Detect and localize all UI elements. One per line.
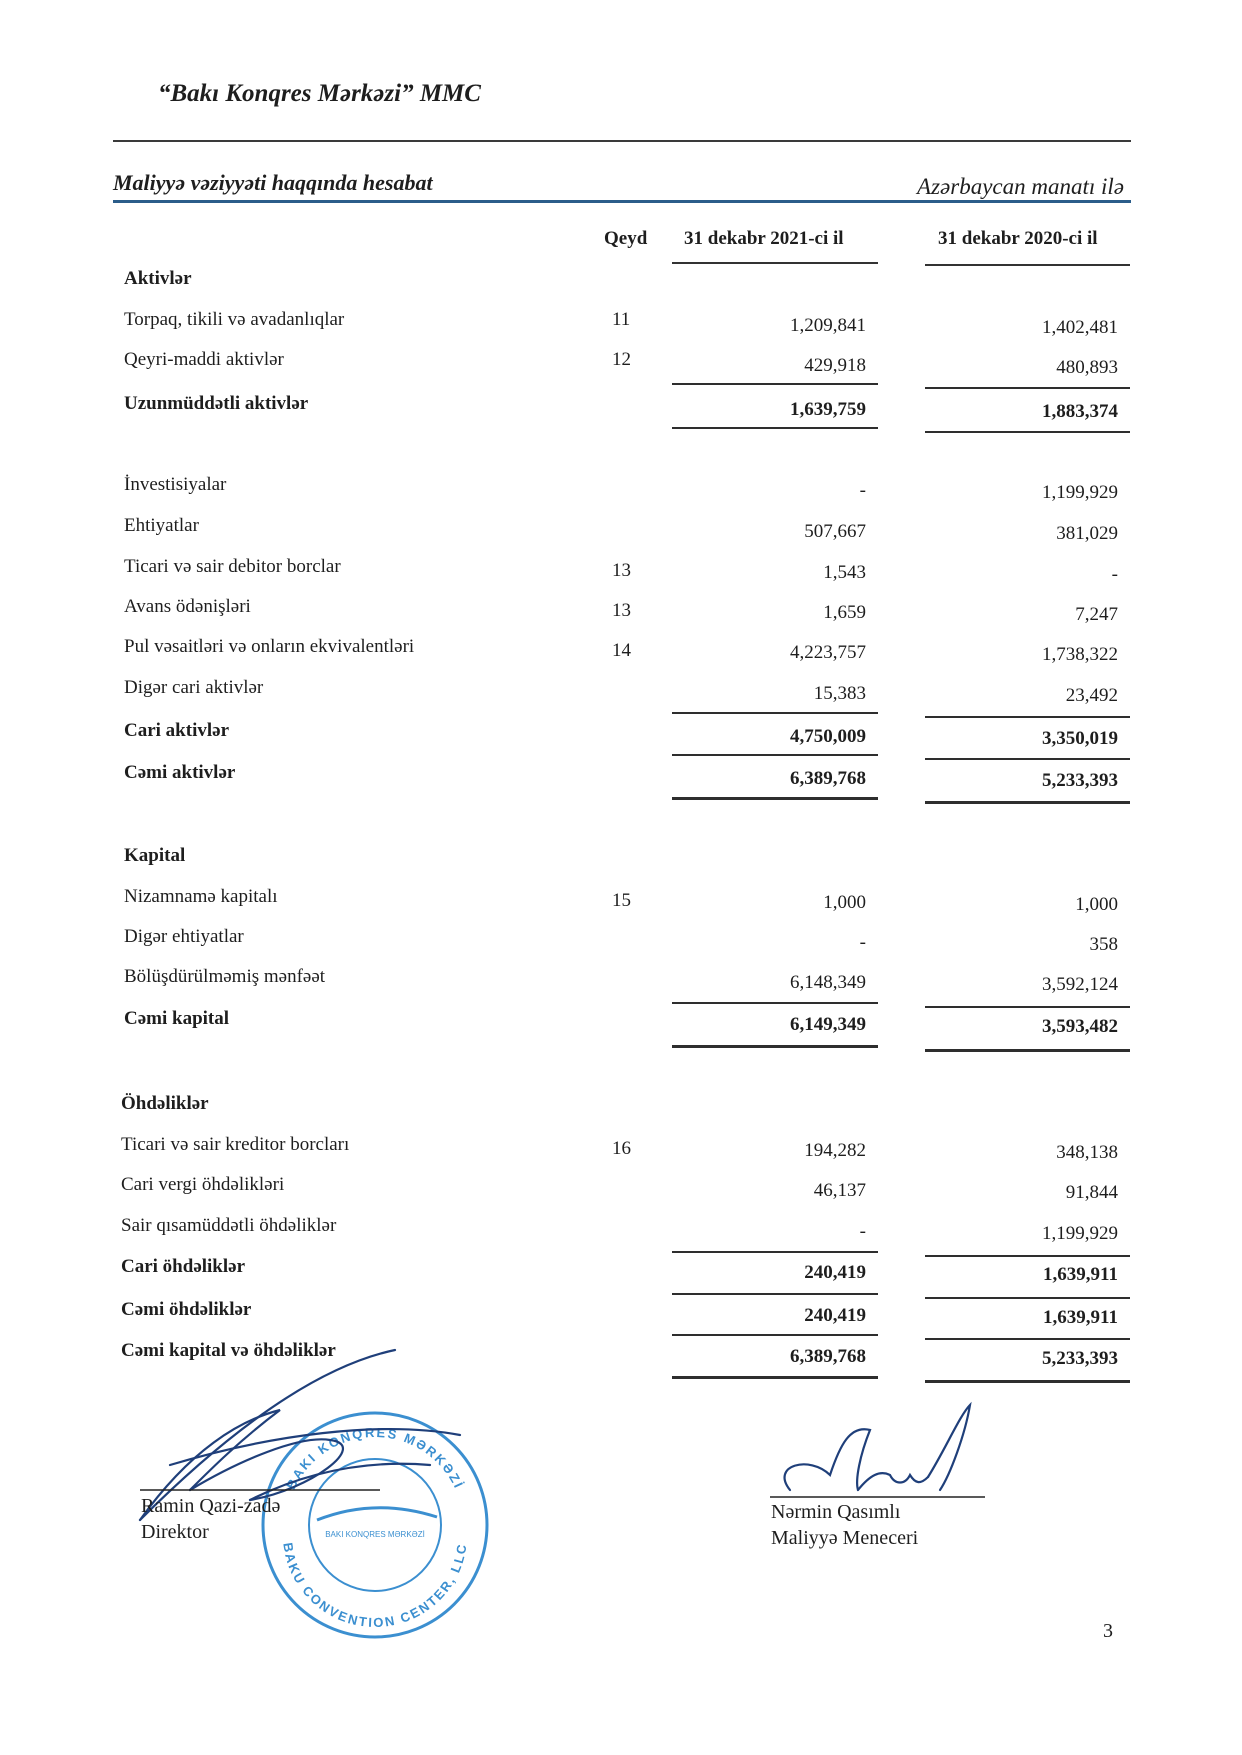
row-note: 16 xyxy=(612,1138,631,1159)
subtotal-rule xyxy=(672,383,878,385)
row-label: Cəmi kapital və öhdəliklər xyxy=(121,1340,336,1361)
table-row xyxy=(0,1215,1242,1245)
row-value-2020: 1,639,911 xyxy=(1043,1307,1118,1328)
row-label: Nizamnamə kapitalı xyxy=(124,886,278,907)
row-label: Aktivlər xyxy=(124,268,192,289)
row-value-2021: 46,137 xyxy=(813,1180,866,1201)
row-value-2020: 3,593,482 xyxy=(1042,1016,1118,1037)
total-rule xyxy=(925,1049,1130,1052)
row-note: 11 xyxy=(612,309,631,330)
row-value-2020: 3,350,019 xyxy=(1042,728,1118,749)
row-value-2020: 5,233,393 xyxy=(1042,770,1118,791)
row-label: Qeyri-maddi aktivlər xyxy=(124,349,284,370)
row-note: 12 xyxy=(612,349,631,370)
table-row-subtotal xyxy=(0,1256,1242,1286)
row-label: Ticari və sair kreditor borcları xyxy=(121,1134,350,1155)
currency-label: Azərbaycan manatı ilə xyxy=(917,174,1124,199)
row-label: Cari vergi öhdəlikləri xyxy=(121,1174,285,1195)
table-row xyxy=(0,636,1242,666)
row-label: Uzunmüddətli aktivlər xyxy=(124,393,309,414)
total-rule xyxy=(925,801,1130,804)
column-header-2020: 31 dekabr 2020-ci il xyxy=(938,228,1098,249)
row-value-2020: 1,199,929 xyxy=(1042,1223,1118,1244)
row-note: 14 xyxy=(612,640,631,661)
column-header-2021: 31 dekabr 2021-ci il xyxy=(684,228,844,249)
column-header-2021-rule xyxy=(672,262,878,264)
subtotal-rule xyxy=(925,431,1130,433)
column-header-note: Qeyd xyxy=(604,228,648,249)
row-note: 13 xyxy=(612,560,631,581)
title-rule xyxy=(113,200,1131,203)
subtotal-rule xyxy=(925,758,1130,760)
row-label: Cari aktivlər xyxy=(124,720,230,741)
table-row xyxy=(0,1134,1242,1164)
stamp-text-bottom: BAKU CONVENTION CENTER, LLC xyxy=(280,1541,470,1631)
row-label: Torpaq, tikili və avadanlıqlar xyxy=(124,309,345,330)
row-label: Sair qısamüddətli öhdəliklər xyxy=(121,1215,337,1236)
table-row-subtotal xyxy=(0,1299,1242,1329)
row-label: Öhdəliklər xyxy=(121,1093,209,1114)
subtotal-rule xyxy=(672,754,878,756)
row-value-2021: 194,282 xyxy=(804,1140,866,1161)
row-value-2021: 6,389,768 xyxy=(790,1346,866,1367)
row-value-2020: 3,592,124 xyxy=(1042,974,1118,995)
subtotal-rule xyxy=(672,1002,878,1004)
total-rule xyxy=(672,797,878,800)
row-value-2021: 507,667 xyxy=(804,521,866,542)
finance-manager-signature xyxy=(770,1395,1000,1505)
finance-manager-title: Maliyyə Meneceri xyxy=(771,1527,919,1549)
row-label: Cəmi aktivlər xyxy=(124,762,236,783)
row-label: Digər ehtiyatlar xyxy=(124,926,244,947)
table-row xyxy=(0,677,1242,707)
row-value-2020: 23,492 xyxy=(1065,685,1118,706)
subtotal-rule xyxy=(672,1334,878,1336)
company-name: “Bakı Konqres Mərkəzi” MMC xyxy=(158,80,481,107)
row-value-2021: 1,000 xyxy=(823,892,866,913)
subtotal-rule xyxy=(925,716,1130,718)
table-row xyxy=(0,1174,1242,1204)
table-row xyxy=(0,886,1242,916)
row-value-2021: 240,419 xyxy=(804,1262,866,1283)
row-label: Cəmi kapital xyxy=(124,1008,230,1029)
row-value-2020: 1,000 xyxy=(1075,894,1118,915)
row-label: Avans ödənişləri xyxy=(124,596,251,617)
row-label: Digər cari aktivlər xyxy=(124,677,264,698)
column-header-2020-rule xyxy=(925,264,1130,266)
row-value-2020: 91,844 xyxy=(1065,1182,1118,1203)
subtotal-rule xyxy=(672,1293,878,1295)
row-value-2020: 358 xyxy=(1089,934,1118,955)
row-value-2020: - xyxy=(1111,564,1118,585)
row-label: Cəmi öhdəliklər xyxy=(121,1299,252,1320)
row-label: Kapital xyxy=(124,845,186,866)
row-label: İnvestisiyalar xyxy=(124,474,227,495)
table-row xyxy=(0,926,1242,956)
row-value-2020: 480,893 xyxy=(1056,357,1118,378)
row-label: Ehtiyatlar xyxy=(124,515,199,536)
header-rule xyxy=(113,140,1131,142)
row-value-2020: 1,199,929 xyxy=(1042,482,1118,503)
row-value-2021: 4,223,757 xyxy=(790,642,866,663)
row-value-2021: 1,209,841 xyxy=(790,315,866,336)
director-name: Ramin Qazi-zadə xyxy=(141,1495,281,1517)
subtotal-rule xyxy=(672,712,878,714)
row-value-2020: 348,138 xyxy=(1056,1142,1118,1163)
row-label: Pul vəsaitləri və onların ekvivalentləri xyxy=(124,636,415,657)
table-row xyxy=(0,309,1242,339)
row-value-2021: 4,750,009 xyxy=(790,726,866,747)
row-value-2021: 6,149,349 xyxy=(790,1014,866,1035)
row-value-2021: - xyxy=(859,932,866,953)
report-title: Maliyyə vəziyyəti haqqında hesabat xyxy=(113,170,433,195)
page-number: 3 xyxy=(1103,1620,1113,1642)
total-rule xyxy=(925,1380,1130,1383)
row-value-2021: 1,543 xyxy=(823,562,866,583)
subtotal-rule xyxy=(672,427,878,429)
stamp-text-top: BAKI KONQRES MƏRKƏZİ xyxy=(283,1424,467,1492)
total-rule xyxy=(672,1376,878,1379)
row-value-2020: 5,233,393 xyxy=(1042,1348,1118,1369)
row-value-2020: 1,639,911 xyxy=(1043,1264,1118,1285)
row-value-2021: 6,389,768 xyxy=(790,768,866,789)
row-note: 13 xyxy=(612,600,631,621)
table-row-aktivler xyxy=(0,268,1242,298)
table-row-kapital xyxy=(0,845,1242,875)
row-value-2020: 7,247 xyxy=(1075,604,1118,625)
row-value-2021: - xyxy=(859,480,866,501)
table-row-total xyxy=(0,1008,1242,1038)
row-label: Cari öhdəliklər xyxy=(121,1256,246,1277)
table-row xyxy=(0,556,1242,586)
row-label: Ticari və sair debitor borclar xyxy=(124,556,341,577)
table-row xyxy=(0,474,1242,504)
table-row xyxy=(0,515,1242,545)
subtotal-rule xyxy=(925,387,1130,389)
row-value-2021: 1,659 xyxy=(823,602,866,623)
row-value-2021: 1,639,759 xyxy=(790,399,866,420)
row-value-2021: 240,419 xyxy=(804,1305,866,1326)
row-value-2020: 1,883,374 xyxy=(1042,401,1118,422)
subtotal-rule xyxy=(672,1251,878,1253)
total-rule xyxy=(672,1045,878,1048)
row-value-2021: 429,918 xyxy=(804,355,866,376)
row-label: Bölüşdürülməmiş mənfəət xyxy=(124,966,326,987)
row-value-2021: - xyxy=(859,1221,866,1242)
table-row-total xyxy=(0,762,1242,792)
stamp-center-text: BAKI KONQRES MƏRKƏZİ xyxy=(325,1530,425,1539)
row-value-2020: 1,738,322 xyxy=(1042,644,1118,665)
row-value-2020: 381,029 xyxy=(1056,523,1118,544)
director-title: Direktor xyxy=(141,1521,209,1543)
table-row-subtotal xyxy=(0,393,1242,423)
table-row xyxy=(0,596,1242,626)
table-row-ohdelikler xyxy=(0,1093,1242,1123)
table-row-subtotal xyxy=(0,720,1242,750)
row-value-2021: 15,383 xyxy=(813,683,866,704)
row-value-2020: 1,402,481 xyxy=(1042,317,1118,338)
table-row xyxy=(0,966,1242,996)
row-value-2021: 6,148,349 xyxy=(790,972,866,993)
finance-manager-name: Nərmin Qasımlı xyxy=(771,1501,901,1523)
table-row xyxy=(0,349,1242,379)
row-note: 15 xyxy=(612,890,631,911)
